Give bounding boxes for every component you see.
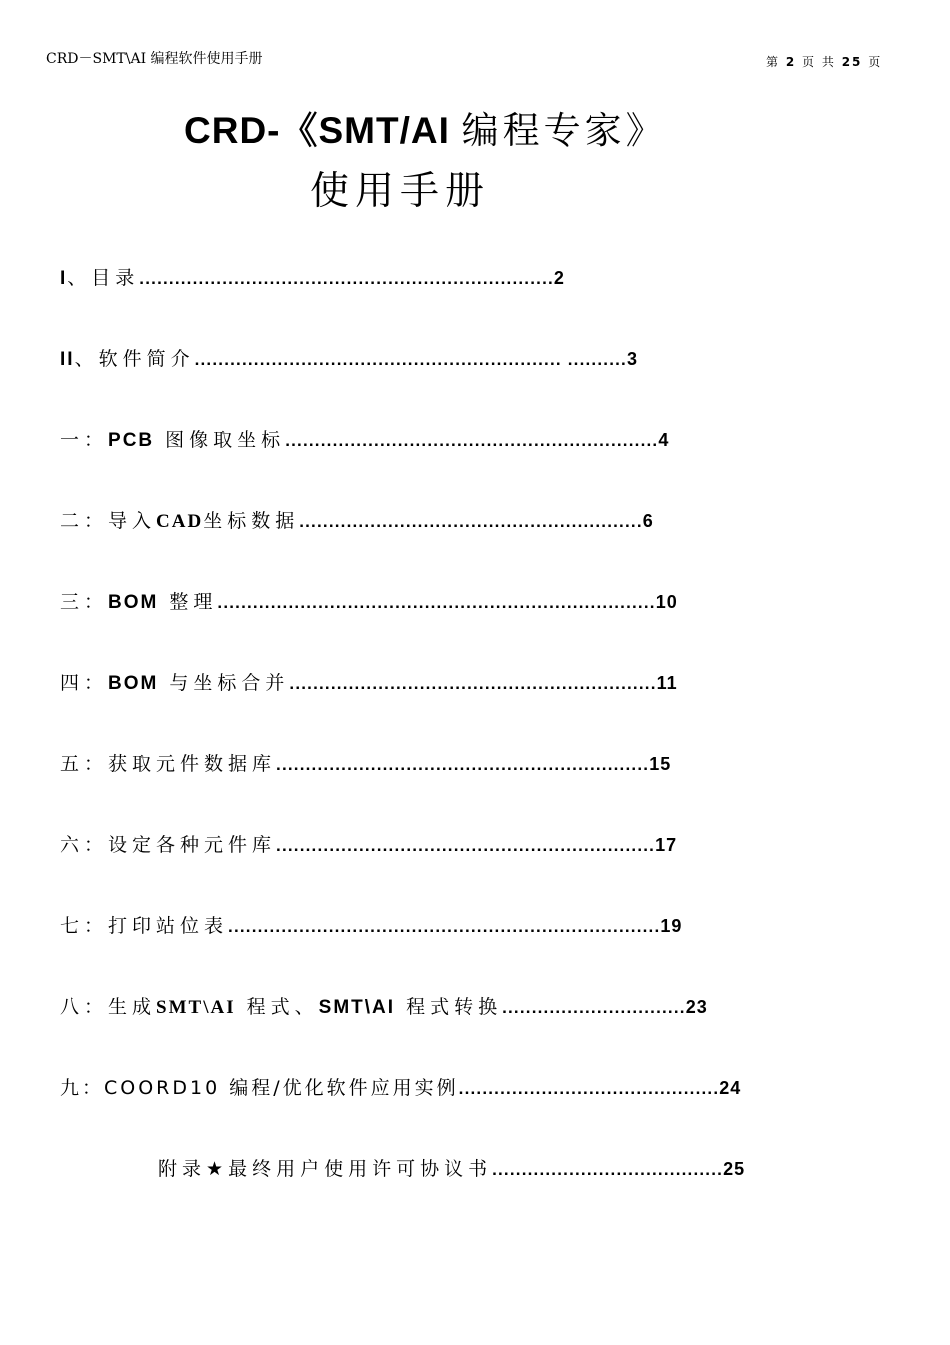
- toc-bold: BOM: [108, 592, 159, 613]
- toc-lead: 四：: [60, 672, 109, 694]
- toc-lead: 七：打印站位表: [60, 915, 229, 937]
- page-suffix: 页: [868, 55, 883, 69]
- toc-entry-component-db[interactable]: [60, 752, 671, 777]
- toc-leader: ...............................................................: [276, 755, 650, 774]
- toc-leader: .........................................................................: [228, 917, 661, 936]
- toc-leader: ............................................: [458, 1079, 720, 1098]
- toc-entry-software-intro[interactable]: [60, 347, 638, 372]
- toc-bold: BOM: [108, 673, 159, 694]
- toc-entry-import-cad[interactable]: [60, 509, 654, 534]
- toc-prefix: I: [60, 268, 68, 289]
- toc-leader: .......................................: [492, 1160, 724, 1179]
- toc-text: 整理: [158, 591, 218, 613]
- toc-text: 程式、: [235, 996, 319, 1018]
- toc-label: [60, 834, 276, 856]
- toc-label: [60, 753, 276, 775]
- toc-label: [60, 267, 139, 289]
- toc-label: [60, 1077, 459, 1099]
- toc-text: 、软件简介: [74, 348, 195, 370]
- toc-prefix: II: [60, 349, 75, 370]
- running-header-title: CRD－SMT\AI 编程软件使用手册: [46, 51, 263, 67]
- toc-leader: .............................................................. ..........: [194, 350, 627, 369]
- toc-page: 24: [719, 1078, 742, 1098]
- toc-page: 23: [685, 997, 708, 1017]
- document-subtitle: 使用手册: [310, 169, 491, 214]
- toc-lead: 六：设定各种元件库: [60, 834, 277, 856]
- toc-lead: 九：COORD10 编程/优化软件应用实例: [60, 1077, 459, 1099]
- toc-label: [60, 672, 289, 694]
- toc-entry-generate-program[interactable]: [60, 995, 708, 1020]
- toc-label: [60, 429, 285, 451]
- toc-lead: 附录: [158, 1158, 207, 1180]
- toc-label: [158, 1158, 492, 1180]
- toc-page: 2: [553, 268, 565, 288]
- page-current: 2: [785, 55, 797, 69]
- toc-leader: ...............................................................: [285, 431, 659, 450]
- toc-leader: ..............................................................: [289, 674, 657, 693]
- toc-page: 17: [655, 835, 678, 855]
- title-bold-part: CRD-《SMT/AI: [184, 110, 450, 151]
- title-cjk-part: 编程专家》: [461, 109, 667, 152]
- toc-label: [60, 510, 299, 532]
- toc-leader: ..........................................................: [299, 512, 643, 531]
- toc-bold: PCB: [108, 430, 155, 451]
- toc-page: 15: [649, 754, 672, 774]
- toc-page: 19: [660, 916, 683, 936]
- toc-lead: 一：: [60, 429, 109, 451]
- toc-entry-appendix-license[interactable]: [158, 1157, 745, 1182]
- page-prefix: 第: [766, 55, 781, 69]
- toc-page: 25: [723, 1159, 746, 1179]
- page-mid: 页 共: [802, 55, 836, 69]
- toc-page: 3: [626, 349, 638, 369]
- page-total: 25: [841, 55, 863, 69]
- toc-lead: 八：生成: [60, 996, 157, 1018]
- toc-text: 与坐标合并: [158, 672, 290, 694]
- toc-text: 坐标数据: [203, 510, 300, 532]
- toc-page: 6: [642, 511, 654, 531]
- toc-text-2: 程式转换: [395, 996, 503, 1018]
- page-indicator: [766, 53, 882, 70]
- toc-leader: ..........................................................................: [217, 593, 656, 612]
- toc-entry-component-libs[interactable]: [60, 833, 677, 858]
- toc-text: 最终用户使用许可协议书: [228, 1158, 493, 1180]
- toc-label: [60, 996, 502, 1018]
- toc-text: 图像取坐标: [154, 429, 286, 451]
- toc-entry-print-station[interactable]: [60, 914, 682, 939]
- toc-bold-2: SMT\AI: [318, 997, 396, 1018]
- toc-text: 、目录: [67, 267, 140, 289]
- toc-lead: 三：: [60, 591, 109, 613]
- toc-leader: ...............................: [502, 998, 686, 1017]
- toc-page: 4: [658, 430, 670, 450]
- toc-entry-bom-organize[interactable]: [60, 590, 678, 615]
- document-title: [184, 100, 667, 154]
- star-icon: ★: [206, 1158, 229, 1180]
- toc-leader: ......................................................................: [139, 269, 554, 288]
- toc-entry-contents[interactable]: [60, 266, 565, 291]
- toc-page: 10: [655, 592, 678, 612]
- toc-label: [60, 348, 195, 370]
- toc-entry-bom-merge[interactable]: [60, 671, 678, 696]
- toc-label: [60, 915, 228, 937]
- toc-lead: 二：导入: [60, 510, 157, 532]
- toc-lead: 五：获取元件数据库: [60, 753, 277, 775]
- toc-bold: SMT\AI: [156, 997, 236, 1018]
- toc-bold: CAD: [156, 511, 204, 532]
- toc-label: [60, 591, 217, 613]
- toc-entry-pcb-image[interactable]: [60, 428, 669, 453]
- toc-entry-coord10-example[interactable]: [60, 1076, 741, 1101]
- toc-leader: ................................................................: [276, 836, 656, 855]
- toc-page: 11: [656, 673, 678, 693]
